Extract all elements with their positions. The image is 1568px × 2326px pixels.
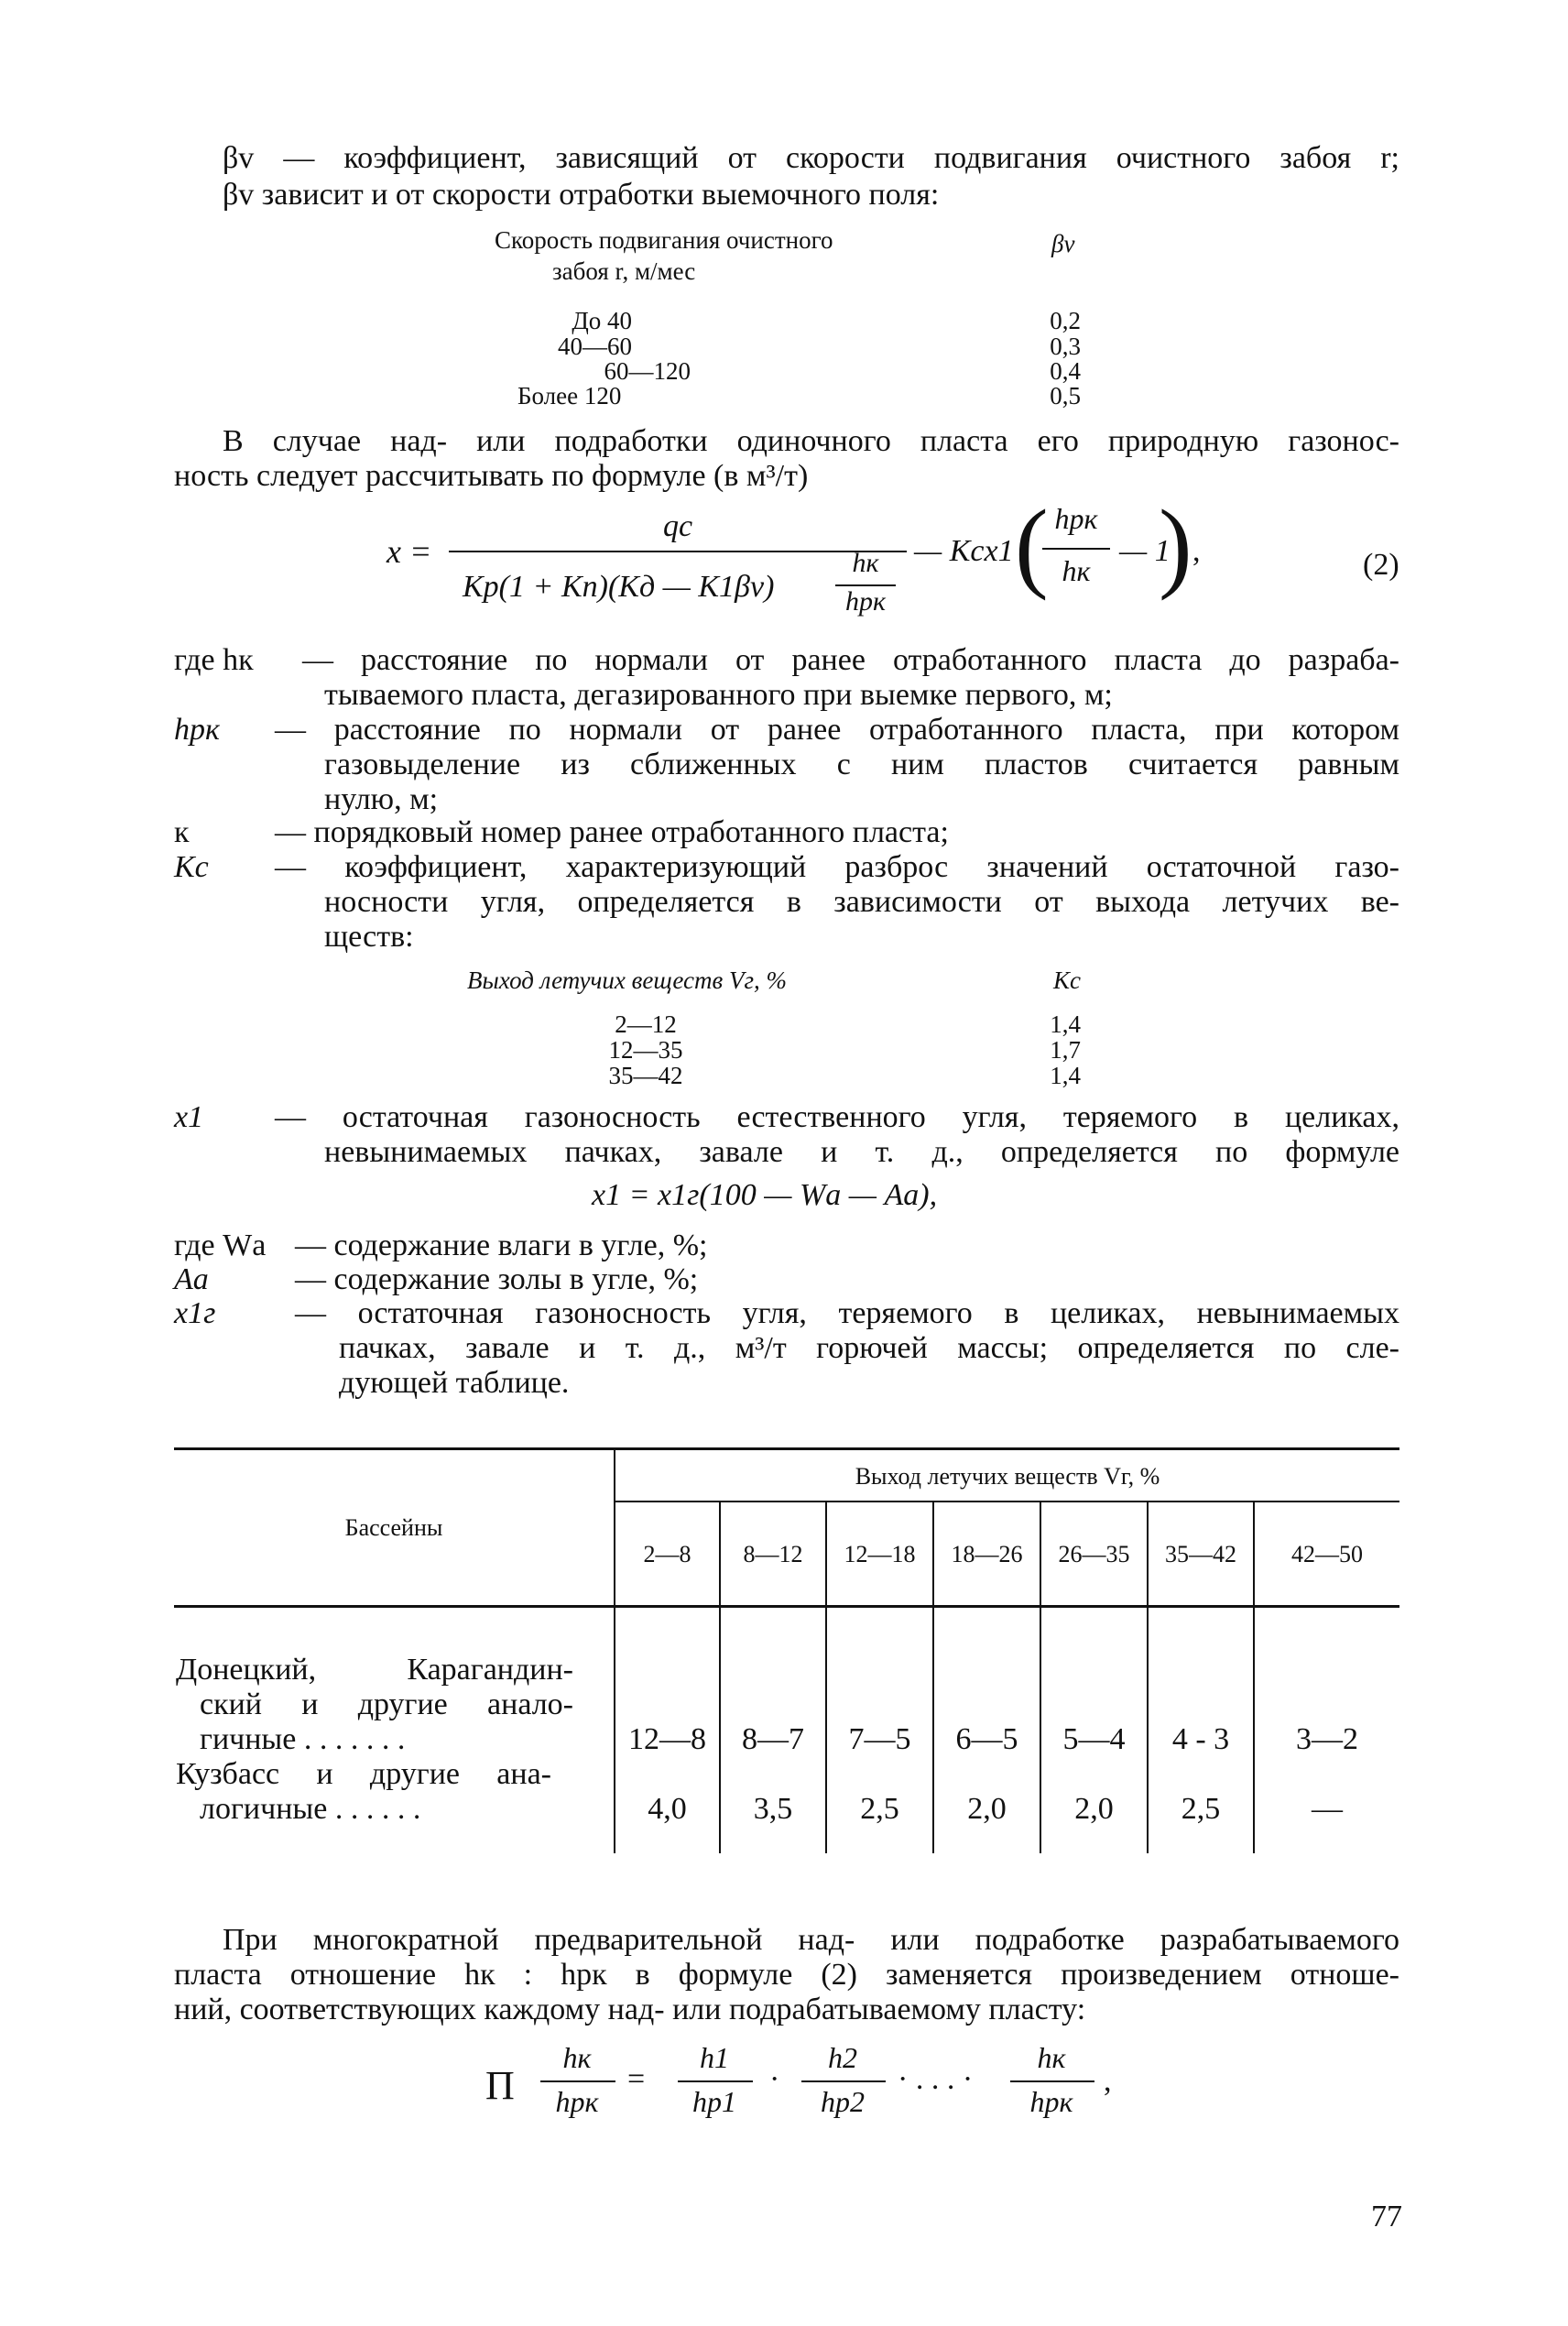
para1-line-2: ность следует рассчитывать по формуле (в м³/т): [174, 459, 809, 493]
def-sym-wa: где Wа: [174, 1229, 267, 1262]
product-f0-den: hpк: [555, 2085, 599, 2118]
table-header-group: Выход летучих веществ Vг, %: [855, 1463, 1160, 1490]
table-col-header-5: 35—42: [1165, 1541, 1236, 1567]
product-pi-symbol: П: [485, 2063, 515, 2108]
product-f2-den: hp2: [821, 2085, 865, 2118]
speed-table-header-right: βv: [1051, 230, 1075, 257]
def-kc-line-3: ществ:: [324, 920, 414, 954]
def-x1g-line-2: пачках, завале и т. д., м³/т горючей массы; определяется по сле-: [339, 1331, 1399, 1365]
product-f0-num: hк: [562, 2041, 592, 2074]
def-x1-line-1: — остаточная газоносность естественного угля, теряемого в целиках,: [275, 1100, 1399, 1134]
speed-row-value-1: 0,3: [1050, 333, 1081, 360]
volatile-row-value-0: 1,4: [1050, 1010, 1081, 1038]
speed-row-range-0: До 40: [572, 307, 632, 334]
formula2-comma: ,: [1192, 534, 1201, 568]
def-hpk-line-1: — расстояние по нормали от ранее отработанного пласта, при котором: [275, 713, 1399, 747]
def-x1-line-2: невынимаемых пачках, завале и т. д., определяется по формуле: [324, 1135, 1399, 1169]
table-row1-val-6: —: [1312, 1792, 1343, 1826]
formula2-paren-bar: [1042, 548, 1110, 550]
table-row1-name-line-1: Кузбасс и другие ана-: [176, 1757, 551, 1791]
table-group-rule: [615, 1501, 1399, 1502]
speed-row-range-1: 40—60: [558, 333, 632, 360]
table-row0-val-5: 4 - 3: [1171, 1722, 1230, 1756]
def-hpk-line-3: нулю, м;: [324, 782, 439, 816]
product-f2-bar: [801, 2080, 886, 2082]
speed-table-header-left-2: забоя r, м/мес: [552, 257, 696, 285]
formula2-inner-num: hк: [852, 548, 879, 578]
volatile-table-header-left: Выход летучих веществ Vг, %: [467, 966, 787, 994]
def-wa-line-1: — содержание влаги в угле, %;: [295, 1229, 708, 1262]
formula2-denominator: Kp(1 + Kп)(Kд — K1βv): [463, 570, 775, 604]
table-row0-val-2: 7—5: [848, 1722, 911, 1756]
table-row0-val-6: 3—2: [1296, 1722, 1358, 1756]
def-sym-x1g: x1г: [174, 1296, 216, 1330]
table-col-header-2: 12—18: [844, 1541, 916, 1567]
def-sym-kc: Kc: [174, 850, 209, 884]
formula2-number: (2): [1363, 548, 1399, 582]
product-f1-den: hp1: [692, 2085, 736, 2118]
table-top-rule: [174, 1447, 1399, 1450]
volatile-row-value-2: 1,4: [1050, 1062, 1081, 1089]
product-comma: ,: [1104, 2064, 1112, 2098]
def-sym-x1: x1: [174, 1100, 204, 1134]
product-f3-num: hк: [1037, 2041, 1066, 2074]
product-dots: · . . . ·: [898, 2062, 974, 2096]
table-row0-val-3: 6—5: [955, 1722, 1018, 1756]
speed-row-range-2: 60—120: [604, 357, 691, 385]
product-f3-den: hpк: [1029, 2085, 1073, 2118]
volatile-row-range-1: 12—35: [608, 1036, 683, 1064]
def-sym-hpk: hpк: [174, 713, 220, 747]
table-row1-val-2: 2,5: [860, 1792, 899, 1826]
table-row0-val-0: 12—8: [628, 1722, 706, 1756]
def-sym-k: к: [174, 815, 190, 849]
formula2-inner-den: hpк: [844, 586, 887, 617]
def-hpk-line-2: газовыделение из сближенных с ним пластов считается равным: [324, 748, 1399, 781]
product-dot-1: ·: [769, 2062, 780, 2096]
x1-formula: x1 = x1г(100 — Wа — Aа),: [592, 1178, 938, 1212]
table-col-header-0: 2—8: [643, 1541, 691, 1567]
speed-row-value-0: 0,2: [1050, 307, 1081, 334]
formula2-paren-den: hк: [1062, 554, 1091, 587]
product-f1-bar: [678, 2080, 753, 2082]
def-sym-aa: Aа: [174, 1262, 209, 1296]
speed-table-header-left-1: Скорость подвигания очистного: [495, 226, 833, 254]
def-x1g-line-3: дующей таблице.: [339, 1366, 570, 1400]
para2-line-2: пласта отношение hк : hpк в формуле (2) заменяется произведением отноше-: [174, 1958, 1399, 1992]
def-aa-line-1: — содержание золы в угле, %;: [295, 1262, 699, 1296]
product-f2-num: h2: [828, 2041, 857, 2074]
table-row1-val-5: 2,5: [1181, 1792, 1221, 1826]
table-row0-val-4: 5—4: [1062, 1722, 1126, 1756]
table-row0-val-1: 8—7: [742, 1722, 804, 1756]
speed-row-value-2: 0,4: [1050, 357, 1081, 385]
para1-line-1: В случае над- или подработки одиночного пласта его природную газонос-: [223, 424, 1399, 458]
table-col-header-1: 8—12: [743, 1541, 803, 1567]
speed-row-value-3: 0,5: [1050, 382, 1081, 410]
volatile-row-range-2: 35—42: [608, 1062, 683, 1089]
table-row1-val-0: 4,0: [648, 1792, 687, 1826]
table-row0-name-line-1: Донецкий, Карагандин-: [176, 1653, 573, 1687]
table-header-basins: Бассейны: [344, 1514, 443, 1541]
volatile-row-value-1: 1,7: [1050, 1036, 1081, 1064]
product-equals: =: [627, 2062, 646, 2096]
formula2-numerator: qc: [662, 509, 693, 543]
product-f1-num: h1: [700, 2041, 729, 2074]
def-k-line-1: — порядковый номер ранее отработанного пласта;: [275, 815, 949, 849]
volatile-table-header-right: Kc: [1053, 966, 1081, 994]
page-number: 77: [1371, 2200, 1402, 2233]
intro-line-1: βv — коэффициент, зависящий от скорости подвигания очистного забоя r;: [223, 141, 1399, 175]
table-col-header-4: 26—35: [1058, 1541, 1130, 1567]
def-kc-line-1: — коэффициент, характеризующий разброс значений остаточной газо-: [275, 850, 1399, 884]
table-row0-name-line-3: гичные . . . . . . .: [200, 1722, 406, 1756]
formula2-lhs: x =: [387, 533, 432, 570]
formula2-right-paren: ): [1159, 489, 1192, 601]
para2-line-3: ний, соответствующих каждому над- или подрабатываемому пласту:: [174, 1993, 1086, 2026]
table-header-rule: [174, 1605, 1399, 1608]
intro-line-2: βv зависит и от скорости отработки выемочного поля:: [223, 178, 940, 212]
formula2-minus-term: — Kcx1: [914, 534, 1014, 568]
product-f3-bar: [1010, 2080, 1094, 2082]
def-hk-line-1: — расстояние по нормали от ранее отработанного пласта до разраба-: [302, 643, 1399, 677]
formula2-paren-rest: — 1: [1119, 534, 1171, 568]
formula2-paren-num: hpк: [1054, 502, 1098, 535]
volatile-row-range-0: 2—12: [615, 1010, 677, 1038]
table-row1-val-4: 2,0: [1074, 1792, 1114, 1826]
table-row1-val-3: 2,0: [967, 1792, 1007, 1826]
table-col-header-6: 42—50: [1291, 1541, 1363, 1567]
def-kc-line-2: носности угля, определяется в зависимости от выхода летучих ве-: [324, 885, 1399, 919]
table-col-header-3: 18—26: [951, 1541, 1023, 1567]
speed-row-range-3: Более 120: [517, 382, 622, 410]
def-hk-line-2: тываемого пласта, дегазированного при выемке первого, м;: [324, 678, 1113, 712]
table-row0-name-line-2: ский и другие анало-: [200, 1687, 573, 1721]
def-x1g-line-1: — остаточная газоносность угля, теряемого в целиках, невынимаемых: [295, 1296, 1399, 1330]
formula2-left-paren: (: [1015, 489, 1049, 601]
product-f0-bar: [540, 2080, 615, 2082]
def-sym-hk: где hк: [174, 643, 254, 677]
table-row1-name-line-2: логичные . . . . . .: [200, 1792, 421, 1826]
table-row1-val-1: 3,5: [753, 1792, 793, 1826]
para2-line-1: При многократной предварительной над- или подработке разрабатываемого: [223, 1923, 1399, 1957]
